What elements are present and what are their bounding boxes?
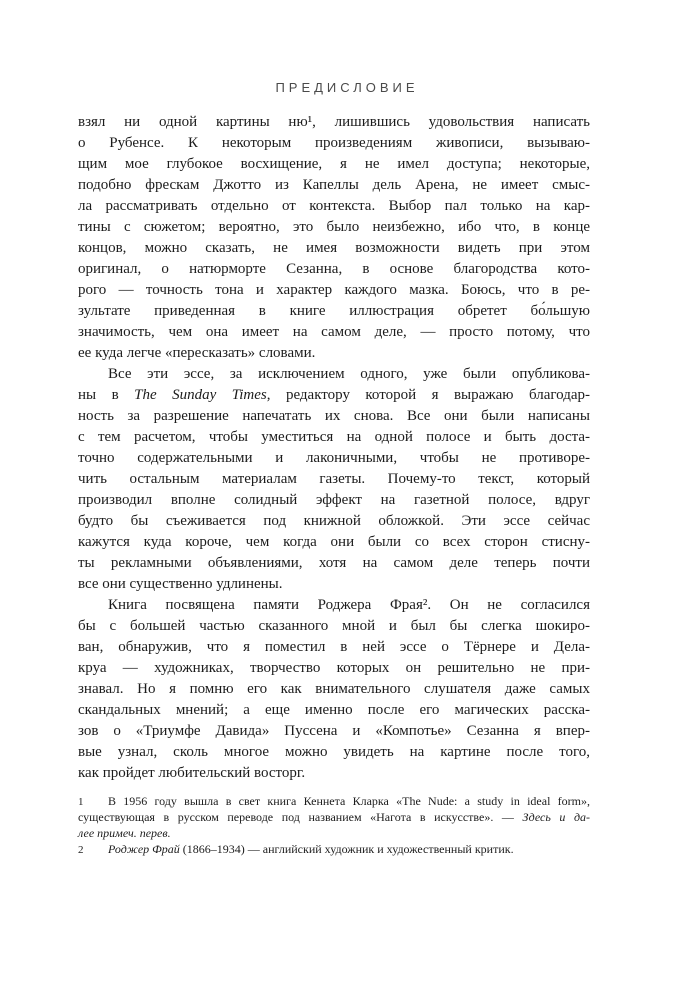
text-line: ность за разрешение напечатать их снова. Все они были написаны <box>78 408 590 424</box>
text-line: существующая в русском переводе под названием «Нагота в искусстве». — Здесь и да- <box>78 810 591 824</box>
text-line: будто бы съеживается под книжной обложкой. Эти эссе сейчас <box>78 513 590 529</box>
text-line: зультате приведенная в книге иллюстрация обретет бо́льшую <box>78 303 590 319</box>
text-line: оригинал, о натюрморте Сезанна, в основе благородства кото- <box>78 261 590 277</box>
text-line: концов, можно сказать, не имея возможности видеть при этом <box>78 240 590 256</box>
text-line: как пройдет любительский восторг. <box>78 765 306 781</box>
text-line: Книга посвящена памяти Роджера Фрая². Он не согласился <box>108 597 590 613</box>
text-line: лее примеч. перев. <box>78 826 171 840</box>
text-column <box>78 112 590 857</box>
text-line: ны в The Sunday Times, редактору которой я выражаю благодар- <box>78 387 590 403</box>
text-line: тины с сюжетом; вероятно, это было неизбежно, ибо что, в конце <box>78 219 590 235</box>
text-line: В 1956 году вышла в свет книга Кеннета Кларка «The Nude: a study in ideal form», <box>108 794 590 808</box>
text-line: подобно фрескам Джотто из Капеллы дель Арена, не имеет смыс- <box>78 177 590 193</box>
paragraph <box>78 595 590 784</box>
text-line: ла рассматривать отдельно от контекста. Выбор пал только на кар- <box>78 198 590 214</box>
text-line: рого — точность тона и характер каждого мазка. Боюсь, что в ре- <box>78 282 590 298</box>
text-line: производил вполне солидный эффект на газетной полосе, вдруг <box>78 492 590 508</box>
text-line: щим мое глубокое восхищение, я не имел доступа; некоторые, <box>78 156 590 172</box>
text-line: круа — художниках, творчество которых он решительно не при- <box>78 660 590 676</box>
text-line: скандальных мнений; а еще именно после его магических расска- <box>78 702 590 718</box>
text-line: Роджер Фрай (1866–1934) — английский художник и художественный критик. <box>108 842 514 856</box>
text-line: зов о «Триумфе Давида» Пуссена и «Компотье» Сезанна я впер- <box>78 723 590 739</box>
footnote-marker: 1 <box>78 796 84 808</box>
text-line: все они существенно удлинены. <box>78 576 283 592</box>
text-line: знавал. Но я помню его как внимательного слушателя даже самых <box>78 681 590 697</box>
text-line: ван, обнаружив, что я поместил в ней эссе о Тёрнере и Дела- <box>78 639 590 655</box>
text-line: с тем расчетом, чтобы уместиться на одной полосе и быть доста- <box>78 429 590 445</box>
footnote <box>78 793 590 841</box>
text-line: Все эти эссе, за исключением одного, уже были опубликова- <box>108 366 590 382</box>
text-line: взял ни одной картины ню¹, лишившись удовольствия написать <box>78 114 590 130</box>
text-line: значимость, чем она имеет на самом деле, — просто потому, что <box>78 324 590 340</box>
footnotes <box>78 793 590 857</box>
footnote-marker: 2 <box>78 844 84 856</box>
paragraph <box>78 364 590 595</box>
footnote <box>78 841 590 857</box>
page-title: ПРЕДИСЛОВИЕ <box>275 80 419 95</box>
body-text <box>78 112 590 784</box>
text-line: о Рубенсе. К некоторым произведениям живописи, вызываю- <box>78 135 590 151</box>
text-line: бы с большей частью сказанного мной и был бы слегка шокиро- <box>78 618 590 634</box>
text-line: ее куда легче «пересказать» словами. <box>78 345 316 361</box>
text-line: кажутся куда короче, чем когда они были со всех сторон стисну- <box>78 534 590 550</box>
text-line: ты рекламными объявлениями, хотя на самом деле теперь почти <box>78 555 590 571</box>
text-line: точно содержательными и лаконичными, чтобы не противоре- <box>78 450 590 466</box>
text-line: вые узнал, сколь многое можно увидеть на картине после того, <box>78 744 590 760</box>
text-line: чить остальным материалам газеты. Почему-то текст, который <box>78 471 590 487</box>
paragraph <box>78 112 590 364</box>
